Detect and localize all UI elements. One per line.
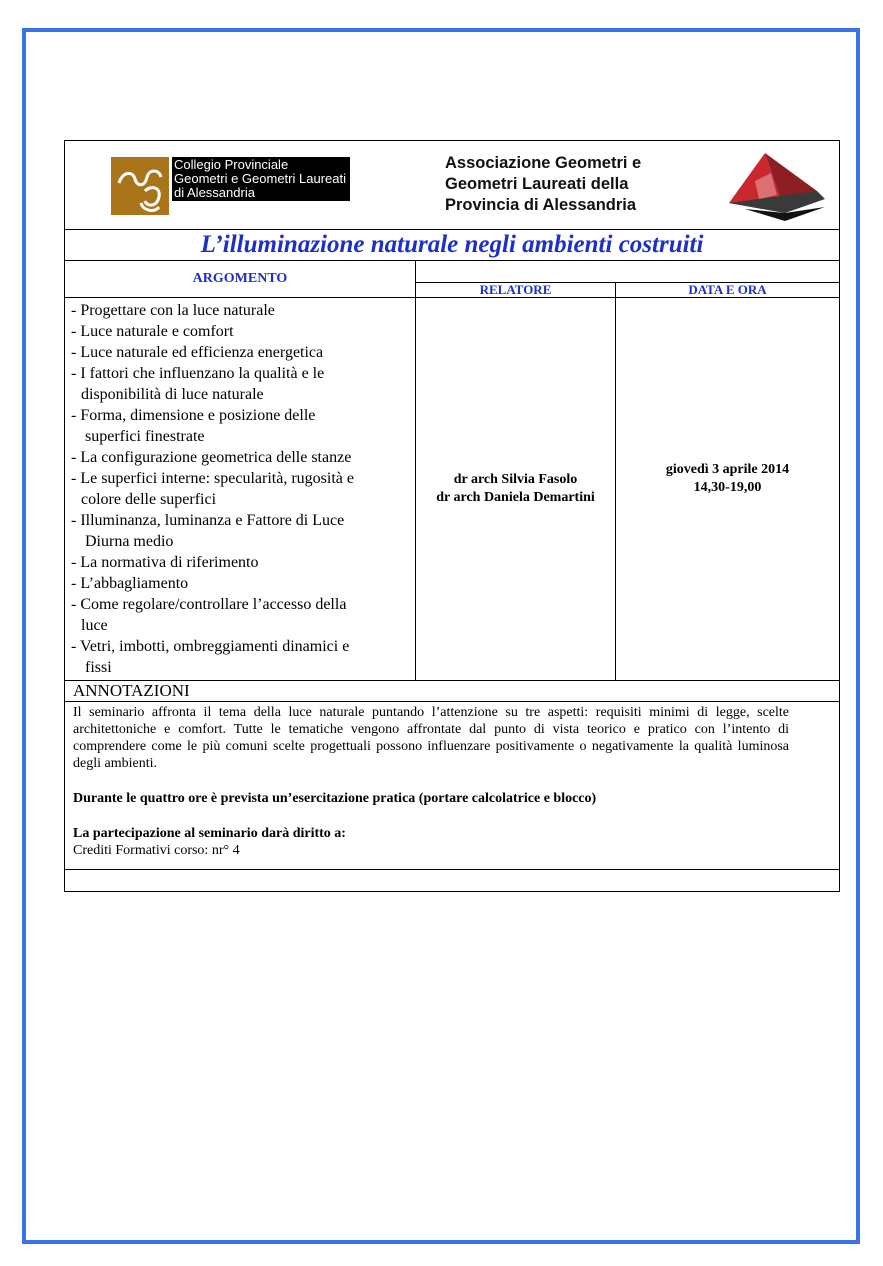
- associazione-logo-text: Associazione Geometri e Geometri Laureati della Provincia di Alessandria: [445, 154, 642, 214]
- list-item: - Luce naturale ed efficienza energetica: [71, 344, 324, 361]
- exercise-note: Durante le quattro ore è prevista un’esercitazione pratica (portare calcolatrice e blocco): [73, 791, 597, 806]
- list-item: - La configurazione geometrica delle stanze: [71, 449, 352, 466]
- list-item: - Luce naturale e comfort: [71, 323, 234, 340]
- column-header-argomento: ARGOMENTO: [65, 261, 416, 298]
- list-item: - Illuminanza, luminanza e Fattore di Luce Diurna medio: [71, 512, 345, 550]
- list-item: - Come regolare/controllare l’accesso della luce: [71, 596, 347, 634]
- list-item: - Vetri, imbotti, ombreggiamenti dinamici e fissi: [71, 638, 350, 676]
- collegio-logo: [111, 157, 350, 215]
- list-item: - Progettare con la luce naturale: [71, 302, 275, 319]
- event-date: giovedì 3 aprile 2014: [665, 462, 790, 477]
- event-time: 14,30-19,00: [693, 480, 762, 495]
- date-time: [616, 298, 840, 681]
- collegio-logo-text: Collegio Provinciale Geometri e Geometri Laureati di Alessandria: [172, 157, 350, 201]
- annotations-paragraph: Il seminario affronta il tema della luce naturale puntando l’attenzione su tre aspetti: requisiti minimi di legge, scelte architettoniche e comfort. Tutte le tematiche vengono affrontate dal punto di vista teorico e pratico con l’intento di comprendere come le più comuni scelte progettuali possono influenzare positivamente o negativamente la qualità luminosa degli ambienti.: [73, 705, 790, 771]
- logo-header: [65, 141, 840, 230]
- list-item: - I fattori che influenzano la qualità e le disponibilità di luce naturale: [71, 365, 325, 403]
- annotations-body: [65, 702, 840, 870]
- topic-list: [65, 298, 416, 681]
- page-title: L’illuminazione naturale negli ambienti costruiti: [65, 230, 840, 261]
- pyramid-logo-icon: [725, 151, 829, 223]
- speaker-name: dr arch Daniela Demartini: [436, 490, 595, 505]
- list-item: - L’abbagliamento: [71, 575, 189, 592]
- credits-value: Crediti Formativi corso: nr° 4: [73, 843, 240, 858]
- header-spacer: [416, 261, 840, 283]
- column-header-data-ora: DATA E ORA: [616, 283, 840, 298]
- list-item: - Le superfici interne: specularità, rugosità e colore delle superfici: [71, 470, 354, 508]
- collegio-emblem-icon: [111, 157, 169, 215]
- empty-footer-row: [65, 870, 840, 892]
- seminar-table: [64, 140, 840, 892]
- column-header-relatore: RELATORE: [416, 283, 616, 298]
- speakers: [416, 298, 616, 681]
- annotations-heading: ANNOTAZIONI: [65, 681, 840, 702]
- credits-heading: La partecipazione al seminario darà diritto a:: [73, 826, 346, 841]
- list-item: - La normativa di riferimento: [71, 554, 259, 571]
- list-item: - Forma, dimensione e posizione delle superfici finestrate: [71, 407, 316, 445]
- speaker-name: dr arch Silvia Fasolo: [453, 472, 578, 487]
